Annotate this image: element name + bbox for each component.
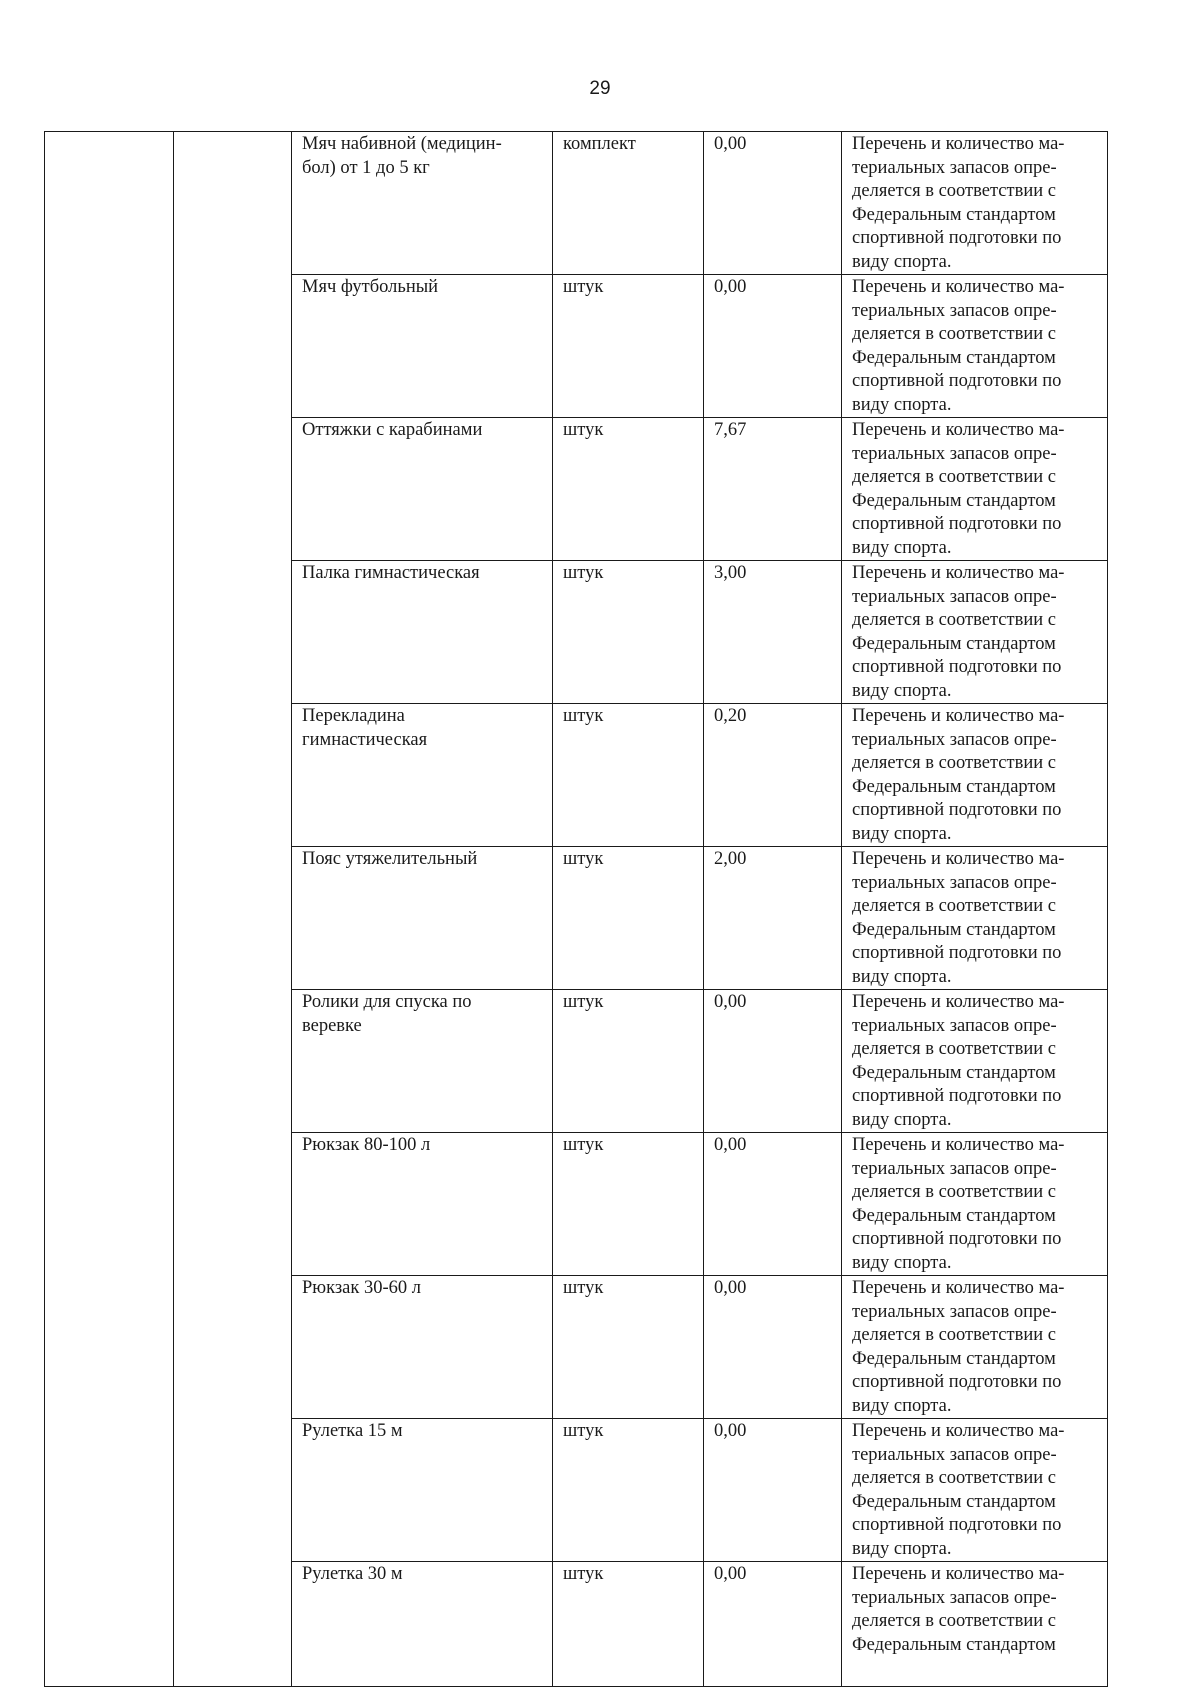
unit-cell: комплект [553, 132, 704, 275]
note-cell: Перечень и количество ма- териальных запасов опре- деляется в соответствии с Федеральным стандартом спортивной подготовки по виду спорта. [842, 847, 1108, 990]
unit-cell: штук [553, 1133, 704, 1276]
quantity-cell: 0,00 [704, 1419, 842, 1562]
item-name-cell: Мяч футбольный [292, 275, 553, 418]
item-name-cell: Палка гимнастическая [292, 561, 553, 704]
table-body [45, 132, 1108, 1687]
quantity-cell: 0,00 [704, 275, 842, 418]
unit-cell: штук [553, 1562, 704, 1687]
note-cell: Перечень и количество ма- териальных запасов опре- деляется в соответствии с Федеральным стандартом спортивной подготовки по виду спорта. [842, 1419, 1108, 1562]
quantity-cell: 2,00 [704, 847, 842, 990]
unit-cell: штук [553, 1276, 704, 1419]
unit-cell: штук [553, 847, 704, 990]
quantity-cell: 7,67 [704, 418, 842, 561]
unit-cell: штук [553, 990, 704, 1133]
note-cell: Перечень и количество ма- териальных запасов опре- деляется в соответствии с Федеральным стандартом спортивной подготовки по виду спорта. [842, 704, 1108, 847]
item-name-cell: Перекладина гимнастическая [292, 704, 553, 847]
note-cell: Перечень и количество ма- териальных запасов опре- деляется в соответствии с Федеральным стандартом спортивной подготовки по виду спорта. [842, 275, 1108, 418]
item-name-cell: Ролики для спуска по веревке [292, 990, 553, 1133]
unit-cell: штук [553, 1419, 704, 1562]
note-cell: Перечень и количество ма- териальных запасов опре- деляется в соответствии с Федеральным стандартом [842, 1562, 1108, 1687]
merged-empty-cell-1 [45, 132, 174, 1687]
unit-cell: штук [553, 275, 704, 418]
equipment-table [44, 131, 1108, 1687]
item-name-cell: Рулетка 30 м [292, 1562, 553, 1687]
note-cell: Перечень и количество ма- териальных запасов опре- деляется в соответствии с Федеральным стандартом спортивной подготовки по виду спорта. [842, 418, 1108, 561]
note-cell: Перечень и количество ма- териальных запасов опре- деляется в соответствии с Федеральным стандартом спортивной подготовки по виду спорта. [842, 561, 1108, 704]
item-name-cell: Рулетка 15 м [292, 1419, 553, 1562]
note-cell: Перечень и количество ма- териальных запасов опре- деляется в соответствии с Федеральным стандартом спортивной подготовки по виду спорта. [842, 1133, 1108, 1276]
quantity-cell: 0,00 [704, 1276, 842, 1419]
quantity-cell: 0,00 [704, 1133, 842, 1276]
item-name-cell: Рюкзак 80-100 л [292, 1133, 553, 1276]
item-name-cell: Мяч набивной (медицин- бол) от 1 до 5 кг [292, 132, 553, 275]
quantity-cell: 0,00 [704, 990, 842, 1133]
note-cell: Перечень и количество ма- териальных запасов опре- деляется в соответствии с Федеральным стандартом спортивной подготовки по виду спорта. [842, 990, 1108, 1133]
quantity-cell: 3,00 [704, 561, 842, 704]
item-name-cell: Пояс утяжелительный [292, 847, 553, 990]
quantity-cell: 0,00 [704, 132, 842, 275]
quantity-cell: 0,00 [704, 1562, 842, 1687]
item-name-cell: Оттяжки с карабинами [292, 418, 553, 561]
unit-cell: штук [553, 561, 704, 704]
unit-cell: штук [553, 704, 704, 847]
item-name-cell: Рюкзак 30-60 л [292, 1276, 553, 1419]
quantity-cell: 0,20 [704, 704, 842, 847]
unit-cell: штук [553, 418, 704, 561]
merged-empty-cell-2 [174, 132, 292, 1687]
page-number: 29 [589, 78, 611, 99]
note-cell: Перечень и количество ма- териальных запасов опре- деляется в соответствии с Федеральным стандартом спортивной подготовки по виду спорта. [842, 132, 1108, 275]
table-row [45, 132, 1108, 275]
note-cell: Перечень и количество ма- териальных запасов опре- деляется в соответствии с Федеральным стандартом спортивной подготовки по виду спорта. [842, 1276, 1108, 1419]
